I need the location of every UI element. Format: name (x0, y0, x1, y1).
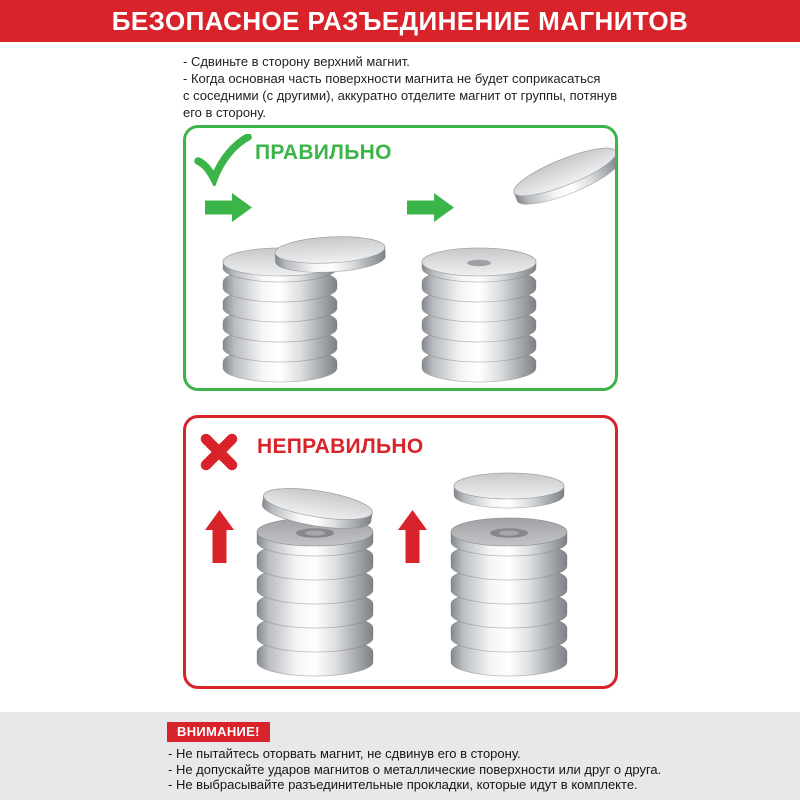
intro-instructions (183, 53, 617, 121)
magnet-disk-shifted (274, 234, 386, 275)
magnet-stack (257, 518, 373, 676)
warning-section (0, 712, 800, 800)
header-banner (0, 0, 800, 42)
magnet-stack (451, 518, 567, 676)
arrow-up-icon (398, 510, 427, 563)
magnet-disk-floating (454, 473, 564, 508)
page-title: БЕЗОПАСНОЕ РАЗЪЕДИНЕНИЕ МАГНИТОВ (111, 5, 689, 36)
magnet-disk-tilted (509, 139, 615, 213)
intro-line: - Сдвиньте в сторону верхний магнит. (183, 54, 410, 69)
warning-line: - Не допускайте ударов магнитов о металлические поверхности или друг о друга. (168, 761, 662, 777)
warning-badge: ВНИМАНИЕ! (167, 722, 270, 742)
warning-lines (168, 746, 661, 793)
correct-scene (186, 128, 615, 388)
incorrect-panel-label: НЕПРАВИЛЬНО (257, 435, 424, 458)
correct-panel (183, 125, 618, 391)
correct-panel-label: ПРАВИЛЬНО (255, 141, 392, 164)
arrow-right-icon (205, 193, 252, 222)
intro-line: - Когда основная часть поверхности магнита не будет соприкасаться (183, 71, 601, 86)
incorrect-panel (183, 415, 618, 689)
warning-line: - Не выбрасывайте разъединительные прокладки, которые идут в комплекте. (168, 777, 638, 792)
arrow-right-icon (407, 193, 454, 222)
intro-line: его в сторону. (183, 105, 267, 120)
warning-line: - Не пытайтесь оторвать магнит, не сдвинув его в сторону. (168, 746, 521, 761)
magnet-stack (422, 248, 536, 382)
arrow-up-icon (205, 510, 234, 563)
incorrect-scene (186, 418, 615, 686)
intro-line: с соседними (с другими), аккуратно отделите магнит от группы, потянув (183, 88, 618, 103)
